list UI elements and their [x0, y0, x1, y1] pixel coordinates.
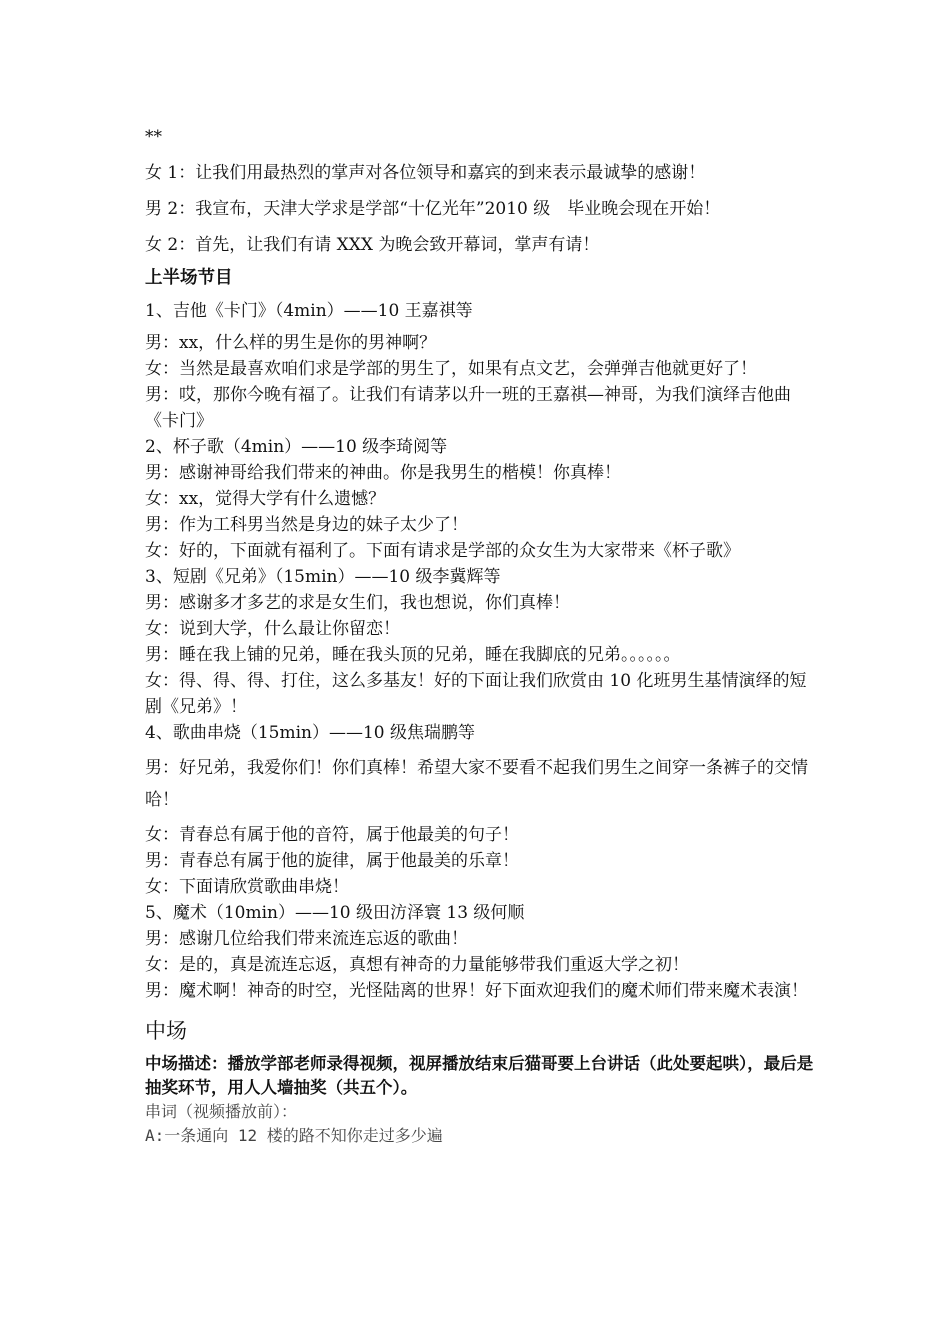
dialogue-line: 男：感谢神哥给我们带来的神曲。你是我男生的楷模！你真棒！ — [145, 463, 621, 483]
opening-line: ** — [145, 127, 162, 147]
dialogue-line: 女：得、得、得、打住，这么多基友！好的下面让我们欣赏由 10 化班男生基情演绎的短剧《兄弟》！ — [145, 671, 807, 717]
opening-line: 女 1：让我们用最热烈的掌声对各位领导和嘉宾的到来表示最诚挚的感谢！ — [145, 163, 706, 183]
dialogue-block — [145, 330, 815, 746]
dialogue-line: 男：作为工科男当然是身边的妹子太少了！ — [145, 515, 468, 535]
dialogue-line: 男：哎，那你今晚有福了。让我们有请茅以升一班的王嘉祺—神哥，为我们演绎吉他曲《卡门》 — [145, 385, 791, 431]
dialogue-line: 女：说到大学，什么最让你留恋！ — [145, 619, 400, 639]
dialogue-line: 女：是的，真是流连忘返，真想有神奇的力量能够带我们重返大学之初！ — [145, 955, 689, 975]
dialogue-line: 女：下面请欣赏歌曲串烧！ — [145, 877, 349, 897]
intermission-description: 中场描述：播放学部老师录得视频，视屏播放结束后猫哥要上台讲话（此处要起哄），最后是抽奖环节，用人人墙抽奖（共五个）。 — [145, 1054, 814, 1097]
dialogue-line: 男：感谢多才多艺的求是女生们，我也想说，你们真棒！ — [145, 593, 570, 613]
script-line: A:一条通向 12 楼的路不知你走过多少遍 — [145, 1126, 443, 1145]
dialogue-line: 女：xx，觉得大学有什么遗憾？ — [145, 489, 386, 509]
document-body — [145, 124, 815, 1148]
opening-line: 女 2：首先，让我们有请 XXX 为晚会致开幕词，掌声有请！ — [145, 235, 600, 255]
dialogue-line: 男：魔术啊！神奇的时空，光怪陆离的世界！好下面欢迎我们的魔术师们带来魔术表演！ — [145, 981, 808, 1001]
dialogue-line: 男：感谢几位给我们带来流连忘返的歌曲！ — [145, 929, 468, 949]
dialogue-line: 女：青春总有属于他的音符，属于他最美的句子！ — [145, 825, 519, 845]
program-item: 4、歌曲串烧（15min）——10 级焦瑞鹏等 — [145, 723, 475, 743]
program-item: 1、吉他《卡门》（4min）——10 王嘉祺等 — [145, 301, 473, 321]
section-heading-first-half: 上半场节目 — [145, 268, 233, 288]
dialogue-line: 男：睡在我上铺的兄弟，睡在我头顶的兄弟，睡在我脚底的兄弟。。。。。。 — [145, 645, 681, 665]
dialogue-line: 女：当然是最喜欢咱们求是学部的男生了，如果有点文艺，会弹弹吉他就更好了！ — [145, 359, 757, 379]
opening-line: 男 2：我宣布，天津大学求是学部“十亿光年”2010 级 毕业晚会现在开始！ — [145, 199, 721, 219]
program-item: 2、杯子歌（4min）——10 级李琦阅等 — [145, 437, 448, 457]
script-line: 串词（视频播放前）： — [145, 1102, 298, 1121]
dialogue-line: 男：xx，什么样的男生是你的男神啊？ — [145, 333, 437, 353]
section-heading-intermission: 中场 — [145, 1019, 187, 1043]
program-item: 5、魔术（10min）——10 级田汸泽寰 13 级何顺 — [145, 903, 525, 923]
dialogue-line: 男：青春总有属于他的旋律，属于他最美的乐章！ — [145, 851, 519, 871]
program-item: 3、短剧《兄弟》（15min）——10 级李冀辉等 — [145, 567, 501, 587]
dialogue-line: 男：好兄弟，我爱你们！你们真棒！希望大家不要看不起我们男生之间穿一条裤子的交情哈！ — [145, 758, 808, 810]
dialogue-line: 女：好的，下面就有福利了。下面有请求是学部的众女生为大家带来《杯子歌》 — [145, 541, 740, 561]
dialogue-block — [145, 822, 815, 1004]
